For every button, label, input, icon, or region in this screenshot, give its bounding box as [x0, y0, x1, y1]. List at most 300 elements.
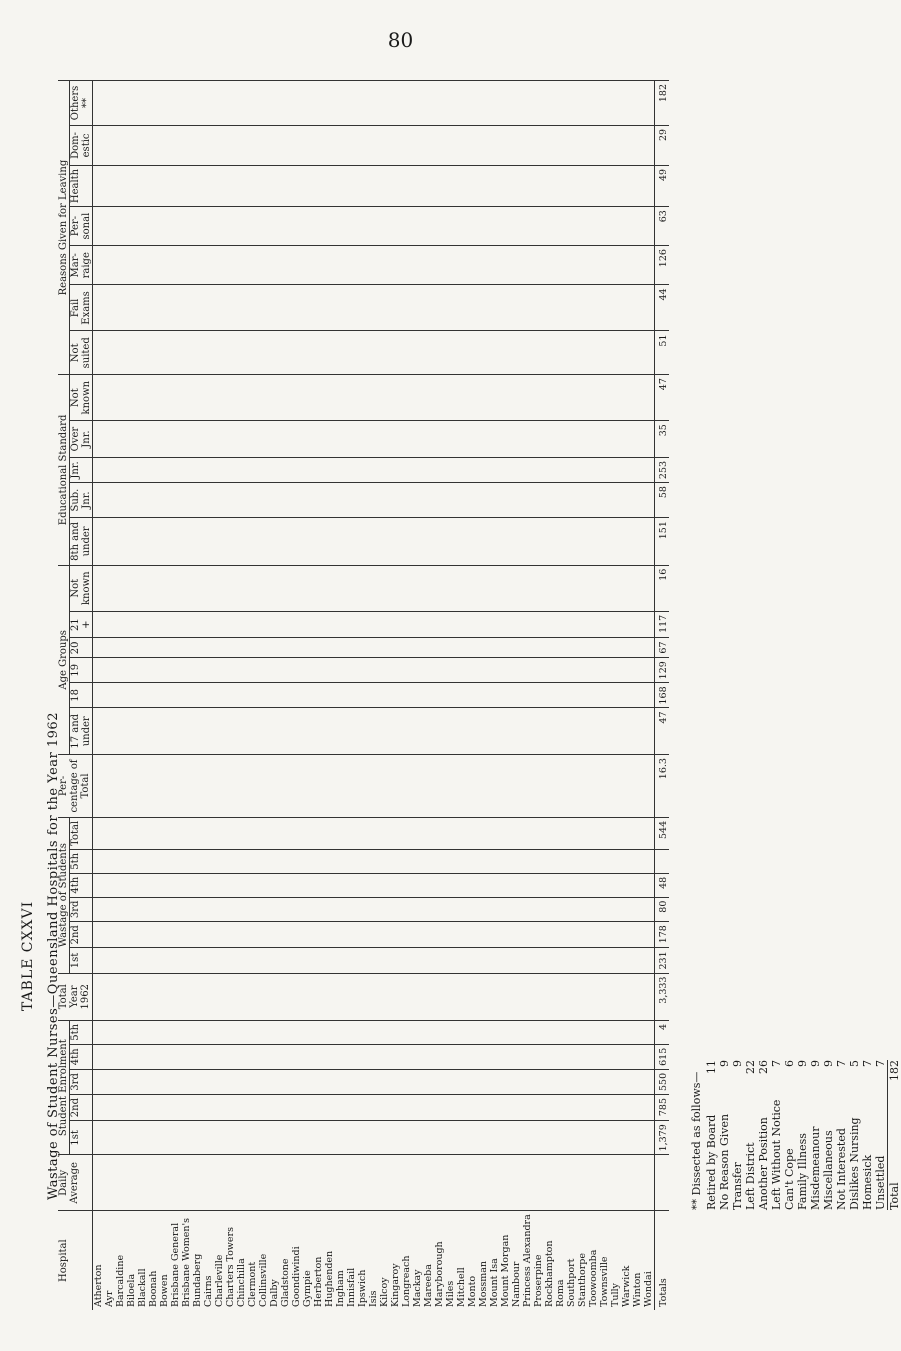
table-cell [500, 638, 511, 658]
table-cell [192, 755, 203, 818]
table-cell [610, 638, 621, 658]
table-cell [236, 165, 247, 206]
table-cell [313, 638, 324, 658]
table-cell [456, 638, 467, 658]
table-cell [522, 638, 533, 658]
table-cell [148, 285, 159, 331]
table-cell [357, 638, 368, 658]
footnote-item-value: 5 [848, 1060, 861, 1067]
table-cell [214, 1020, 225, 1044]
table-cell [258, 375, 269, 421]
table-cell [467, 817, 478, 849]
table-cell [247, 421, 258, 458]
table-cell [445, 246, 456, 285]
table-cell [500, 897, 511, 922]
table-cell [159, 973, 170, 1020]
total-cell: 1,379 [655, 1121, 670, 1155]
table-cell [357, 81, 368, 126]
table-cell [522, 849, 533, 873]
total-cell: 80 [655, 897, 670, 922]
table-cell [445, 1155, 456, 1211]
table-cell [236, 611, 247, 638]
table-cell [522, 1020, 533, 1044]
table-cell [478, 849, 489, 873]
table-cell [302, 1069, 313, 1094]
table-cell [577, 246, 588, 285]
table-cell [555, 683, 566, 708]
col-header: 18 [70, 683, 93, 708]
table-cell [291, 755, 302, 818]
table-cell [412, 1069, 423, 1094]
table-cell [500, 565, 511, 611]
footnote-item-value: 9 [822, 1060, 835, 1067]
table-cell [225, 331, 236, 375]
table-cell [258, 331, 269, 375]
footnote-total-row [887, 1060, 901, 1210]
table-cell [159, 948, 170, 973]
table-cell [170, 125, 181, 165]
table-cell [269, 1155, 280, 1211]
table-cell [346, 483, 357, 518]
table-cell [478, 683, 489, 708]
table-cell [170, 1044, 181, 1069]
table-cell [269, 897, 280, 922]
footnote-item [835, 1060, 848, 1210]
table-cell [478, 285, 489, 331]
table-cell [236, 817, 247, 849]
total-cell: 3,333 [655, 973, 670, 1020]
table-cell [269, 638, 280, 658]
table-cell [302, 81, 313, 126]
table-cell [335, 683, 346, 708]
table-cell [258, 518, 269, 566]
table-cell [643, 873, 655, 897]
table-cell [511, 457, 522, 482]
table-cell [148, 873, 159, 897]
table-cell [192, 873, 203, 897]
table-cell [302, 849, 313, 873]
table-cell [632, 1121, 643, 1155]
table-cell [335, 897, 346, 922]
table-cell [445, 922, 456, 948]
table-cell [104, 125, 115, 165]
table-cell [500, 849, 511, 873]
table-cell [621, 331, 632, 375]
table-cell [566, 873, 577, 897]
table-cell [489, 708, 500, 755]
table-cell [258, 457, 269, 482]
table-cell [423, 518, 434, 566]
table-cell [346, 207, 357, 246]
table-row [489, 81, 500, 1311]
table-cell [621, 708, 632, 755]
table-cell [566, 1020, 577, 1044]
table-cell [621, 1095, 632, 1121]
table-cell [467, 565, 478, 611]
table-cell [137, 897, 148, 922]
table-cell [544, 518, 555, 566]
table-cell [390, 611, 401, 638]
table-cell [126, 483, 137, 518]
table-cell [544, 331, 555, 375]
table-cell [643, 331, 655, 375]
table-cell [313, 755, 324, 818]
table-cell [115, 1095, 126, 1121]
table-cell [434, 1121, 445, 1155]
table-cell [302, 483, 313, 518]
table-cell [104, 483, 115, 518]
table-cell [203, 973, 214, 1020]
table-cell [555, 817, 566, 849]
table-cell [643, 897, 655, 922]
table-cell [126, 246, 137, 285]
footnote-item-label: No Reason Given [718, 1113, 731, 1210]
table-cell [269, 1020, 280, 1044]
table-cell [511, 285, 522, 331]
table-cell [214, 125, 225, 165]
table-cell [324, 1044, 335, 1069]
table-cell [181, 421, 192, 458]
table-cell [170, 421, 181, 458]
table-cell [621, 611, 632, 638]
table-cell [566, 125, 577, 165]
table-cell [324, 565, 335, 611]
table-row [346, 81, 357, 1311]
table-cell [456, 948, 467, 973]
table-cell [610, 375, 621, 421]
table-cell [258, 285, 269, 331]
table-cell [93, 1044, 105, 1069]
table-cell [456, 817, 467, 849]
table-cell [192, 1121, 203, 1155]
table-cell [544, 1020, 555, 1044]
table-cell [93, 658, 105, 683]
table-cell [159, 125, 170, 165]
table-cell [115, 518, 126, 566]
table-cell [511, 849, 522, 873]
table-cell [368, 611, 379, 638]
table-cell [401, 973, 412, 1020]
table-cell [214, 1155, 225, 1211]
table-cell [236, 755, 247, 818]
table-cell [181, 457, 192, 482]
table-cell [544, 922, 555, 948]
table-cell [632, 708, 643, 755]
table-cell [544, 755, 555, 818]
table-cell [313, 565, 324, 611]
table-cell [610, 897, 621, 922]
table-cell [588, 973, 599, 1020]
table-cell [181, 948, 192, 973]
table-cell [544, 638, 555, 658]
footnote-item-value: 22 [744, 1060, 757, 1074]
table-cell [632, 125, 643, 165]
table-cell [104, 331, 115, 375]
hospital-name: Ipswich [357, 1211, 368, 1310]
table-cell [588, 897, 599, 922]
table-cell [643, 125, 655, 165]
table-cell [456, 708, 467, 755]
table-cell [203, 683, 214, 708]
table-cell [236, 897, 247, 922]
table-cell [203, 457, 214, 482]
table-cell [115, 246, 126, 285]
table-cell [302, 1155, 313, 1211]
table-cell [544, 1155, 555, 1211]
table-cell [93, 421, 105, 458]
table-cell [632, 1069, 643, 1094]
table-cell [181, 207, 192, 246]
table-cell [643, 973, 655, 1020]
table-cell [555, 1020, 566, 1044]
table-cell [555, 948, 566, 973]
table-cell [379, 421, 390, 458]
percentage-header: Per-centage of Total [58, 755, 93, 818]
table-cell [225, 638, 236, 658]
table-cell [610, 755, 621, 818]
table-cell [137, 331, 148, 375]
table-cell [280, 948, 291, 973]
table-cell [258, 817, 269, 849]
table-cell [588, 817, 599, 849]
table-cell [280, 421, 291, 458]
table-cell [467, 683, 478, 708]
table-cell [302, 125, 313, 165]
table-cell [478, 638, 489, 658]
table-cell [544, 483, 555, 518]
table-cell [489, 658, 500, 683]
table-cell [93, 375, 105, 421]
table-row [522, 81, 533, 1311]
table-cell [522, 331, 533, 375]
table-cell [379, 565, 390, 611]
table-cell [401, 331, 412, 375]
table-cell [335, 246, 346, 285]
table-cell [335, 375, 346, 421]
table-cell [280, 973, 291, 1020]
table-cell [588, 1095, 599, 1121]
table-cell [148, 1121, 159, 1155]
table-cell [456, 246, 467, 285]
table-cell [357, 421, 368, 458]
table-cell [423, 207, 434, 246]
table-cell [225, 1044, 236, 1069]
table-cell [346, 285, 357, 331]
table-cell [368, 565, 379, 611]
table-cell [368, 1044, 379, 1069]
table-cell [544, 708, 555, 755]
table-cell [522, 246, 533, 285]
table-cell [170, 1155, 181, 1211]
table-cell [225, 817, 236, 849]
table-cell [555, 331, 566, 375]
table-cell [291, 483, 302, 518]
table-cell [236, 658, 247, 683]
table-cell [588, 755, 599, 818]
table-cell [610, 1155, 621, 1211]
table-cell [115, 948, 126, 973]
table-cell [522, 1095, 533, 1121]
table-cell [533, 897, 544, 922]
table-cell [599, 421, 610, 458]
table-cell [302, 165, 313, 206]
table-cell [368, 849, 379, 873]
table-cell [170, 897, 181, 922]
table-cell [379, 331, 390, 375]
table-cell [137, 125, 148, 165]
table-cell [390, 948, 401, 973]
table-cell [225, 873, 236, 897]
table-cell [500, 817, 511, 849]
table-cell [280, 849, 291, 873]
table-cell [489, 611, 500, 638]
table-cell [280, 1044, 291, 1069]
hospital-name: Charleville [214, 1211, 225, 1310]
table-cell [423, 1155, 434, 1211]
table-cell [456, 897, 467, 922]
table-cell [544, 683, 555, 708]
table-cell [192, 1069, 203, 1094]
total-cell: 231 [655, 948, 670, 973]
footnote-item [874, 1060, 887, 1210]
footnote-item [861, 1060, 874, 1210]
table-cell [401, 125, 412, 165]
table-cell [148, 246, 159, 285]
table-cell [203, 1095, 214, 1121]
table-cell [181, 897, 192, 922]
table-cell [500, 457, 511, 482]
table-cell [401, 683, 412, 708]
table-cell [621, 246, 632, 285]
table-cell [302, 817, 313, 849]
table-cell [324, 1020, 335, 1044]
table-cell [104, 165, 115, 206]
footnote-item-value: 7 [835, 1060, 848, 1067]
table-row [478, 81, 489, 1311]
table-cell [533, 331, 544, 375]
table-cell [511, 207, 522, 246]
hospital-name: Atherton [93, 1211, 105, 1310]
educational-standard-header: Educational Standard [58, 375, 70, 566]
table-cell [368, 1069, 379, 1094]
table-row [401, 81, 412, 1311]
table-cell [632, 611, 643, 638]
table-cell [423, 658, 434, 683]
table-cell [346, 611, 357, 638]
table-cell [357, 331, 368, 375]
table-row [423, 81, 434, 1311]
table-cell [324, 755, 335, 818]
table-cell [236, 246, 247, 285]
total-cell: 51 [655, 331, 670, 375]
table-cell [390, 1044, 401, 1069]
footnote-item-value: 7 [874, 1060, 887, 1067]
table-cell [225, 125, 236, 165]
table-cell [137, 638, 148, 658]
table-cell [434, 1069, 445, 1094]
table-cell [159, 611, 170, 638]
table-cell [313, 1020, 324, 1044]
table-cell [599, 565, 610, 611]
table-cell [335, 638, 346, 658]
table-cell [192, 922, 203, 948]
table-cell [291, 375, 302, 421]
table-cell [401, 457, 412, 482]
table-cell [313, 973, 324, 1020]
table-cell [544, 611, 555, 638]
table-cell [445, 611, 456, 638]
table-cell [269, 1069, 280, 1094]
table-cell [324, 421, 335, 458]
table-cell [522, 285, 533, 331]
table-cell [291, 849, 302, 873]
table-cell [632, 658, 643, 683]
table-cell [126, 375, 137, 421]
table-cell [126, 285, 137, 331]
table-cell [577, 708, 588, 755]
table-row [511, 81, 522, 1311]
table-cell [632, 518, 643, 566]
table-cell [555, 1069, 566, 1094]
table-cell [291, 1044, 302, 1069]
table-cell [104, 922, 115, 948]
table-cell [192, 285, 203, 331]
table-cell [236, 1121, 247, 1155]
table-cell [599, 817, 610, 849]
rotated-table-wrapper [58, 80, 669, 1310]
wastage-header: Wastage of Students [58, 817, 70, 973]
table-cell [203, 207, 214, 246]
table-row [533, 81, 544, 1311]
table-cell [280, 611, 291, 638]
table-cell [148, 165, 159, 206]
table-cell [236, 849, 247, 873]
table-row [104, 81, 115, 1311]
table-cell [533, 565, 544, 611]
table-cell [478, 755, 489, 818]
table-cell [203, 948, 214, 973]
table-cell [324, 873, 335, 897]
table-cell [93, 207, 105, 246]
table-cell [104, 849, 115, 873]
table-cell [324, 849, 335, 873]
table-cell [269, 1095, 280, 1121]
table-cell [555, 1155, 566, 1211]
table-cell [412, 1044, 423, 1069]
table-cell [335, 611, 346, 638]
table-cell [236, 565, 247, 611]
table-cell [390, 817, 401, 849]
table-cell [93, 1095, 105, 1121]
table-cell [181, 125, 192, 165]
table-cell [126, 1069, 137, 1094]
table-row [159, 81, 170, 1311]
table-cell [126, 518, 137, 566]
table-cell [401, 518, 412, 566]
table-cell [599, 207, 610, 246]
table-cell [445, 708, 456, 755]
table-cell [544, 457, 555, 482]
table-cell [214, 873, 225, 897]
table-cell [621, 565, 632, 611]
table-cell [181, 1020, 192, 1044]
table-cell [544, 81, 555, 126]
hospital-name: Mackay [412, 1211, 423, 1310]
table-cell [588, 658, 599, 683]
table-cell [335, 1020, 346, 1044]
table-cell [390, 375, 401, 421]
col-header: Not known [70, 565, 93, 611]
